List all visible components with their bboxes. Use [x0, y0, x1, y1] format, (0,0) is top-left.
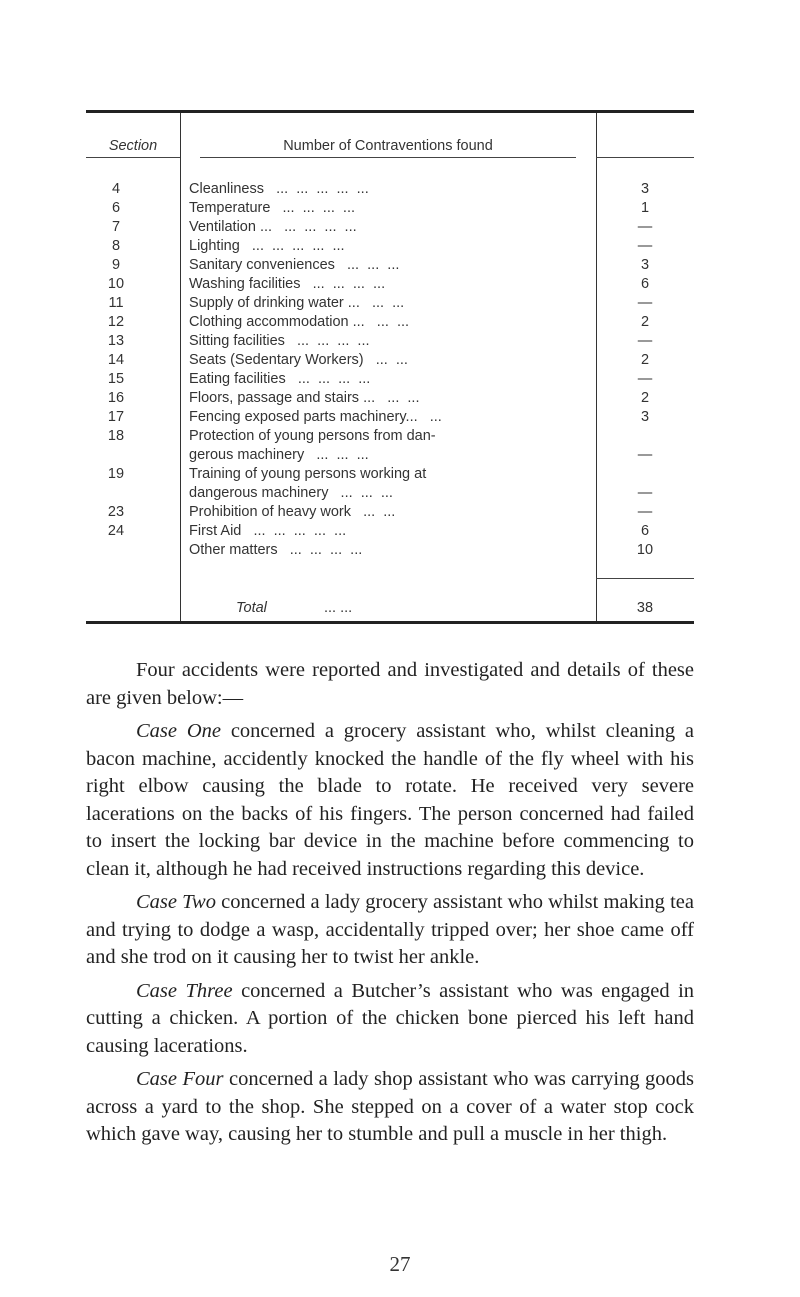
table-top-rule: [86, 110, 694, 113]
total-leader-dots: ... ...: [324, 600, 353, 616]
item-label: Cleanliness ... ... ... ... ...: [189, 181, 369, 197]
item-label: Washing facilities ... ... ... ...: [189, 276, 386, 292]
table-row: [86, 218, 694, 237]
section-number: 11: [108, 295, 124, 311]
item-count: —: [637, 447, 653, 463]
item-count: 2: [640, 352, 650, 368]
item-label: Floors, passage and stairs ... ... ...: [189, 390, 420, 406]
case-text: concerned a lady grocery assistant who whilst making tea and trying to dodge a wasp, accidentally tripped over; her shoe came off and she trod on it causing her to twist her ankle.: [86, 891, 694, 968]
section-number: 8: [111, 238, 121, 254]
case-label: Case Two: [136, 891, 216, 913]
item-label: Sanitary conveniences ... ... ...: [189, 257, 400, 273]
item-label: First Aid ... ... ... ... ...: [189, 523, 347, 539]
total-value: 38: [636, 600, 654, 616]
section-number: 15: [107, 371, 125, 387]
header-section: Section: [108, 138, 158, 154]
table-row: [86, 332, 694, 351]
case-four-paragraph: [86, 1066, 694, 1149]
item-count: 3: [640, 181, 650, 197]
item-label: Other matters ... ... ... ...: [189, 542, 363, 558]
table-row: [86, 237, 694, 256]
item-label: Fencing exposed parts machinery... ...: [189, 409, 442, 425]
item-label: Prohibition of heavy work ... ...: [189, 504, 396, 520]
table-row: [86, 427, 694, 446]
case-label: Case One: [136, 720, 221, 742]
accident-report-text: [86, 657, 694, 1149]
item-count: —: [637, 295, 653, 311]
total-rule: [596, 578, 694, 579]
case-text: concerned a Butcher’s assistant who was engaged in cutting a chicken. A portion of the chicken bone pierced his left hand causing lacerations.: [86, 979, 695, 1057]
table-row: [86, 503, 694, 522]
table-row: [86, 484, 694, 503]
total-label: Total: [236, 600, 267, 616]
header-underline: [86, 157, 180, 158]
table-row: [86, 465, 694, 484]
table-row: [86, 408, 694, 427]
section-number: 14: [107, 352, 125, 368]
section-number: 19: [107, 466, 125, 482]
table-row: [86, 389, 694, 408]
section-number: 9: [111, 257, 121, 273]
item-label: dangerous machinery ... ... ...: [189, 485, 393, 501]
intro-paragraph: Four accidents were reported and investigated and details of these are given below:—: [86, 659, 694, 709]
header-underline: [596, 157, 694, 158]
case-text: concerned a lady shop assistant who was carrying goods across a yard to the shop. She stepped on a cover of a water stop cock which gave way, causing her to stumble and pull a muscle in her thigh.: [86, 1068, 695, 1145]
table-row: [86, 313, 694, 332]
item-label: Seats (Sedentary Workers) ... ...: [189, 352, 408, 368]
section-number: 6: [111, 200, 121, 216]
section-number: 23: [107, 504, 125, 520]
item-label: Training of young persons working at: [189, 466, 427, 482]
item-count: —: [637, 504, 653, 520]
table-row: [86, 275, 694, 294]
item-count: 2: [640, 314, 650, 330]
section-number: 4: [111, 181, 121, 197]
item-count: 10: [636, 542, 654, 558]
case-label: Case Three: [136, 979, 233, 1002]
item-label: Temperature ... ... ... ...: [189, 200, 356, 216]
table-bottom-rule: [86, 621, 694, 624]
item-count: 1: [640, 200, 650, 216]
table-row: [86, 351, 694, 370]
item-count: 3: [640, 257, 650, 273]
table-row: [86, 446, 694, 465]
item-count: 6: [640, 523, 650, 539]
item-label: Ventilation ... ... ... ... ...: [189, 219, 357, 235]
contraventions-table: [86, 110, 694, 624]
section-number: 18: [107, 428, 125, 444]
section-number: 16: [107, 390, 125, 406]
table-row: [86, 541, 694, 560]
item-count: 6: [640, 276, 650, 292]
section-number: 24: [107, 523, 125, 539]
header-number: Number of Contraventions found: [283, 138, 493, 154]
item-count: 2: [640, 390, 650, 406]
item-label: Sitting facilities ... ... ... ...: [189, 333, 370, 349]
item-label: Eating facilities ... ... ... ...: [189, 371, 371, 387]
item-count: —: [637, 371, 653, 387]
item-count: —: [637, 485, 653, 501]
case-one-paragraph: [86, 718, 694, 883]
table-row: [86, 199, 694, 218]
section-number: 17: [107, 409, 125, 425]
item-count: —: [637, 333, 653, 349]
case-label: Case Four: [136, 1068, 224, 1090]
table-row: [86, 522, 694, 541]
item-label: Protection of young persons from dan-: [189, 428, 436, 444]
table-row: [86, 256, 694, 275]
header-underline: [200, 157, 576, 158]
section-number: 12: [107, 314, 125, 330]
total-row: [86, 598, 694, 618]
case-text: concerned a grocery assistant who, whilst cleaning a bacon machine, accidently knocked the handle of the fly wheel with his right elbow causing the blade to rotate. He received very severe lacerations on the backs of his fingers. The person concerned had failed to insert the locking bar device in the machine before commencing to clean it, although he had received instructions regarding this device.: [86, 720, 695, 880]
item-label: Lighting ... ... ... ... ...: [189, 238, 345, 254]
item-count: —: [637, 238, 653, 254]
item-label: Clothing accommodation ... ... ...: [189, 314, 410, 330]
case-two-paragraph: [86, 889, 694, 972]
item-label: gerous machinery ... ... ...: [189, 447, 369, 463]
section-number: 13: [107, 333, 125, 349]
item-count: —: [637, 219, 653, 235]
item-label: Supply of drinking water ... ... ...: [189, 295, 405, 311]
table-row: [86, 294, 694, 313]
item-count: 3: [640, 409, 650, 425]
case-three-paragraph: [86, 978, 694, 1061]
page-number: 27: [389, 1252, 411, 1276]
table-row: [86, 370, 694, 389]
section-number: 7: [111, 219, 121, 235]
table-row: [86, 180, 694, 199]
section-number: 10: [107, 276, 125, 292]
